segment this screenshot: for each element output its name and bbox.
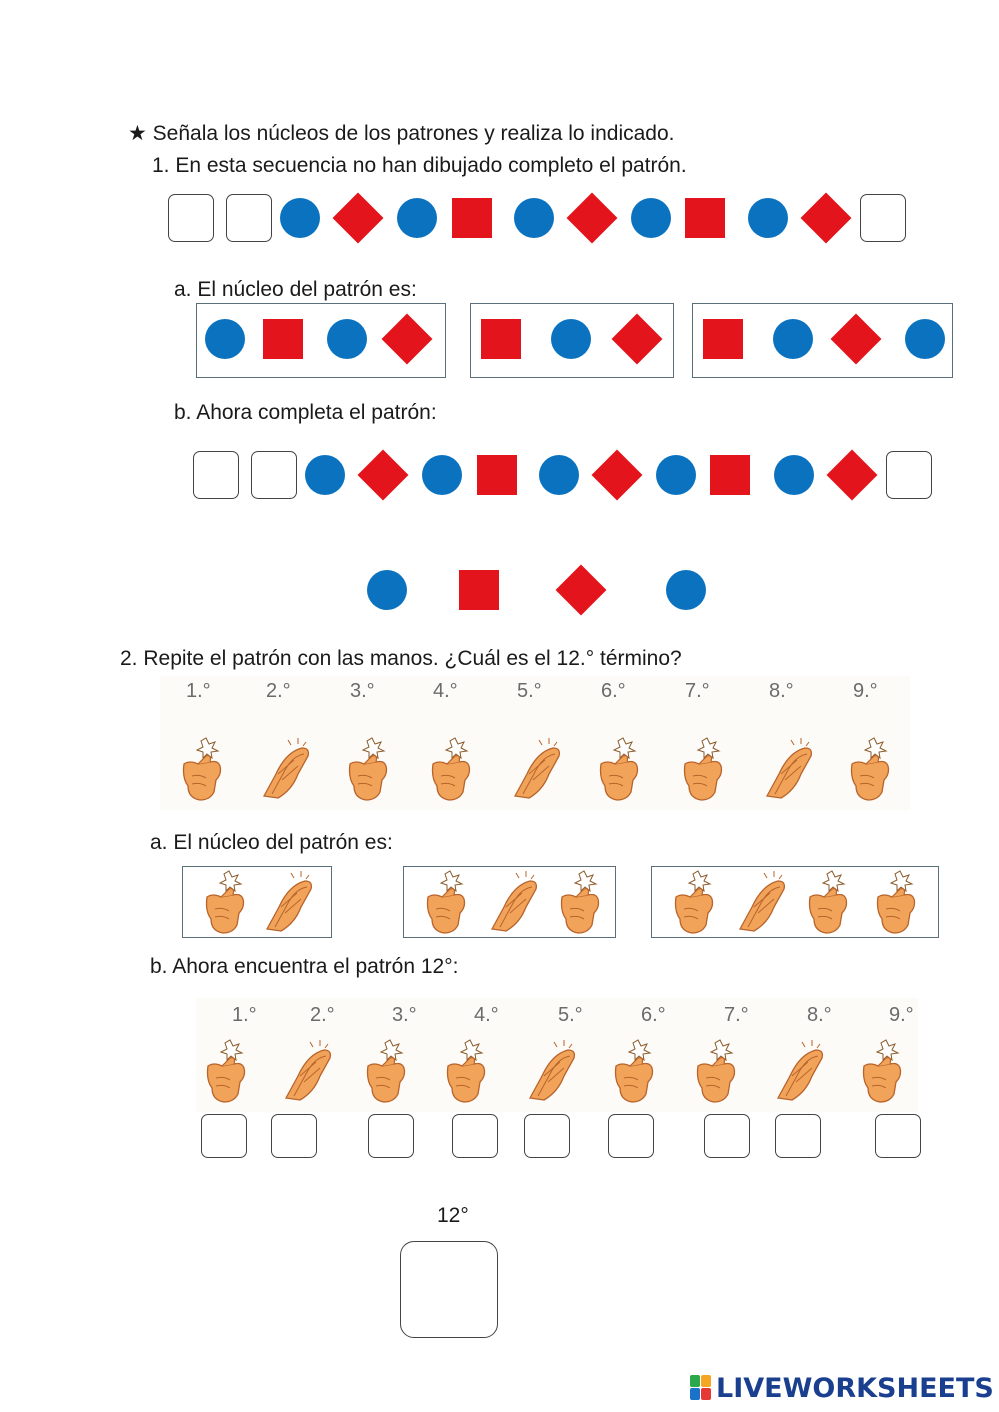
draggable-blue-circle[interactable] bbox=[666, 570, 706, 610]
red-diamond-shape bbox=[567, 193, 618, 244]
liveworksheets-logo-text: LIVEWORKSHEETS bbox=[716, 1372, 994, 1404]
clapping-hands-icon bbox=[524, 1036, 580, 1106]
blue-circle-shape bbox=[205, 319, 245, 359]
red-diamond-shape bbox=[592, 450, 643, 501]
ordinal-label: 6.° bbox=[601, 680, 626, 702]
ordinal-label: 2.° bbox=[310, 1004, 335, 1026]
finger-snap-icon bbox=[176, 734, 232, 804]
finger-snap-icon bbox=[802, 867, 858, 937]
q1-b-label: b. Ahora completa el patrón: bbox=[174, 401, 437, 424]
q1-complete-blank-2[interactable] bbox=[251, 451, 297, 499]
clapping-hands-icon bbox=[734, 867, 790, 937]
liveworksheets-logo-icon bbox=[690, 1375, 712, 1401]
ordinal-label: 5.° bbox=[517, 680, 542, 702]
red-square-shape bbox=[703, 319, 743, 359]
clapping-hands-icon bbox=[772, 1036, 828, 1106]
red-diamond-shape bbox=[382, 314, 433, 365]
finger-snap-icon bbox=[668, 867, 724, 937]
q1-sequence-blank-1[interactable] bbox=[168, 194, 214, 242]
ordinal-label: 7.° bbox=[685, 680, 710, 702]
ordinal-label: 3.° bbox=[392, 1004, 417, 1026]
finger-snap-icon bbox=[677, 734, 733, 804]
ordinal-label: 4.° bbox=[474, 1004, 499, 1026]
clapping-hands-icon bbox=[261, 867, 317, 937]
answer-slot-3[interactable] bbox=[368, 1114, 414, 1158]
blue-circle-shape bbox=[631, 198, 671, 238]
red-square-shape bbox=[685, 198, 725, 238]
answer-slot-5[interactable] bbox=[524, 1114, 570, 1158]
ordinal-label: 8.° bbox=[807, 1004, 832, 1026]
blue-circle-shape bbox=[748, 198, 788, 238]
answer-12-label: 12° bbox=[437, 1204, 469, 1227]
answer-12-box[interactable] bbox=[400, 1241, 498, 1338]
ordinal-label: 8.° bbox=[769, 680, 794, 702]
red-diamond-shape bbox=[612, 314, 663, 365]
finger-snap-icon bbox=[360, 1036, 416, 1106]
blue-circle-shape bbox=[774, 455, 814, 495]
q1-option-2[interactable] bbox=[470, 303, 674, 378]
finger-snap-icon bbox=[342, 734, 398, 804]
ordinal-label: 4.° bbox=[433, 680, 458, 702]
instruction-text: ★ Señala los núcleos de los patrones y realiza lo indicado. bbox=[128, 122, 675, 145]
finger-snap-icon bbox=[200, 1036, 256, 1106]
finger-snap-icon bbox=[690, 1036, 746, 1106]
red-diamond-shape bbox=[827, 450, 878, 501]
blue-circle-shape bbox=[539, 455, 579, 495]
ordinal-label: 5.° bbox=[558, 1004, 583, 1026]
ordinal-label: 6.° bbox=[641, 1004, 666, 1026]
q1-option-1[interactable] bbox=[196, 303, 446, 378]
ordinal-label: 1.° bbox=[186, 680, 211, 702]
q1-complete-blank-1[interactable] bbox=[193, 451, 239, 499]
red-square-shape bbox=[710, 455, 750, 495]
red-square-shape bbox=[477, 455, 517, 495]
ordinal-label: 1.° bbox=[232, 1004, 257, 1026]
blue-circle-shape bbox=[514, 198, 554, 238]
draggable-red-diamond[interactable] bbox=[556, 565, 607, 616]
red-diamond-shape bbox=[333, 193, 384, 244]
answer-slot-2[interactable] bbox=[271, 1114, 317, 1158]
blue-circle-shape bbox=[327, 319, 367, 359]
clapping-hands-icon bbox=[509, 734, 565, 804]
finger-snap-icon bbox=[440, 1036, 496, 1106]
answer-slot-8[interactable] bbox=[775, 1114, 821, 1158]
finger-snap-icon bbox=[554, 867, 610, 937]
finger-snap-icon bbox=[425, 734, 481, 804]
finger-snap-icon bbox=[870, 867, 926, 937]
finger-snap-icon bbox=[844, 734, 900, 804]
answer-slot-1[interactable] bbox=[201, 1114, 247, 1158]
finger-snap-icon bbox=[420, 867, 476, 937]
clapping-hands-icon bbox=[761, 734, 817, 804]
blue-circle-shape bbox=[905, 319, 945, 359]
clapping-hands-icon bbox=[258, 734, 314, 804]
blue-circle-shape bbox=[551, 319, 591, 359]
q2-option-2[interactable] bbox=[403, 866, 616, 938]
q1-sequence-blank-2[interactable] bbox=[226, 194, 272, 242]
blue-circle-shape bbox=[280, 198, 320, 238]
answer-slot-7[interactable] bbox=[704, 1114, 750, 1158]
blue-circle-shape bbox=[305, 455, 345, 495]
answer-slot-9[interactable] bbox=[875, 1114, 921, 1158]
blue-circle-shape bbox=[773, 319, 813, 359]
ordinal-label: 9.° bbox=[853, 680, 878, 702]
red-diamond-shape bbox=[801, 193, 852, 244]
finger-snap-icon bbox=[593, 734, 649, 804]
answer-slot-4[interactable] bbox=[452, 1114, 498, 1158]
finger-snap-icon bbox=[199, 867, 255, 937]
ordinal-label: 7.° bbox=[724, 1004, 749, 1026]
q1-a-label: a. El núcleo del patrón es: bbox=[174, 278, 417, 301]
liveworksheets-logo bbox=[690, 1372, 994, 1404]
blue-circle-shape bbox=[397, 198, 437, 238]
blue-circle-shape bbox=[422, 455, 462, 495]
ordinal-label: 3.° bbox=[350, 680, 375, 702]
clapping-hands-icon bbox=[486, 867, 542, 937]
ordinal-label: 2.° bbox=[266, 680, 291, 702]
q2-a-label: a. El núcleo del patrón es: bbox=[150, 831, 393, 854]
blue-circle-shape bbox=[656, 455, 696, 495]
red-square-shape bbox=[452, 198, 492, 238]
red-diamond-shape bbox=[358, 450, 409, 501]
q2-option-3[interactable] bbox=[651, 866, 939, 938]
draggable-blue-circle[interactable] bbox=[367, 570, 407, 610]
finger-snap-icon bbox=[856, 1036, 912, 1106]
red-diamond-shape bbox=[831, 314, 882, 365]
q2-b-label: b. Ahora encuentra el patrón 12°: bbox=[150, 955, 459, 978]
q2-option-1[interactable] bbox=[182, 866, 332, 938]
answer-slot-6[interactable] bbox=[608, 1114, 654, 1158]
q2-title: 2. Repite el patrón con las manos. ¿Cuál es el 12.° término? bbox=[120, 647, 682, 670]
finger-snap-icon bbox=[608, 1036, 664, 1106]
red-square-shape bbox=[481, 319, 521, 359]
red-square-shape bbox=[263, 319, 303, 359]
clapping-hands-icon bbox=[280, 1036, 336, 1106]
draggable-red-square[interactable] bbox=[459, 570, 499, 610]
q1-option-3[interactable] bbox=[692, 303, 953, 378]
q1-sequence-blank-3[interactable] bbox=[860, 194, 906, 242]
ordinal-label: 9.° bbox=[889, 1004, 914, 1026]
q1-title: 1. En esta secuencia no han dibujado completo el patrón. bbox=[152, 154, 687, 177]
q1-complete-blank-3[interactable] bbox=[886, 451, 932, 499]
